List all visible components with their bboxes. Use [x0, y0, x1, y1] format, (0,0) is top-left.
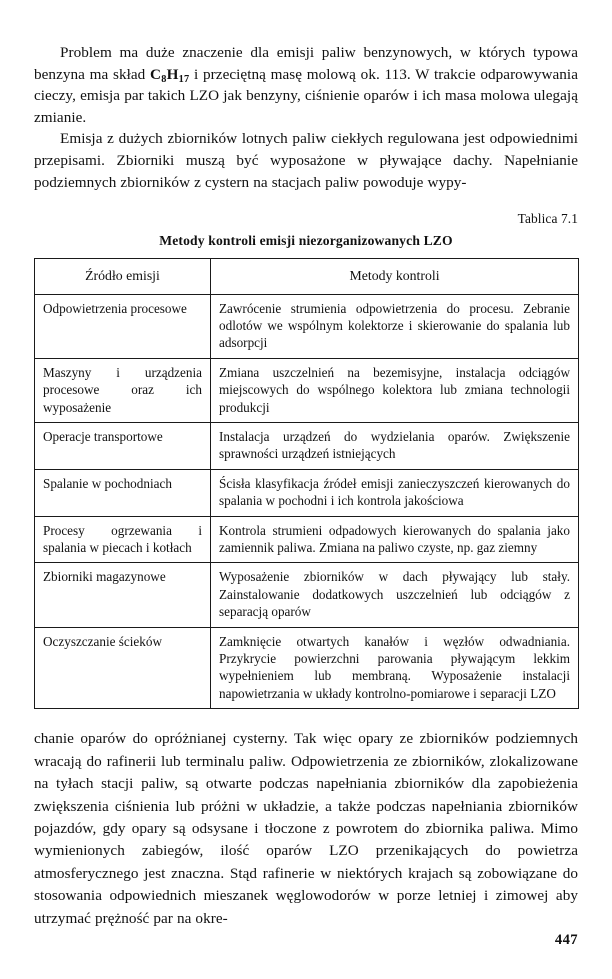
cell-source: Oczyszczanie ścieków [35, 627, 211, 709]
formula-element-2: H [166, 65, 179, 83]
chemical-formula [150, 66, 189, 83]
table-header [35, 259, 579, 294]
table-row [35, 294, 579, 358]
cell-method: Instalacja urządzeń do wydzielania oparów. Zwiększenie sprawności urządzeń istniejących [211, 423, 579, 470]
table-label: Tablica 7.1 [517, 211, 578, 227]
cell-source: Maszyny i urządzenia procesowe oraz ich wyposażenie [35, 358, 211, 422]
cell-method: Zawrócenie strumienia odpowietrzenia do procesu. Zebranie odlotów we wspólnym kolektorze i skierowanie do spalania lub adsorpcji [211, 294, 579, 358]
cell-method: Zamknięcie otwartych kanałów i węzłów odwadniania. Przykrycie powierzchni parowania pływającym lekkim wypełnieniem lub membraną. Wyposażenie instalacji napowietrzania w układy kontrolno-pomiarowe i separacji LZO [211, 627, 579, 709]
bottom-text-block [34, 728, 578, 930]
cell-source: Zbiorniki magazynowe [35, 563, 211, 627]
table-row [35, 469, 579, 516]
table-row [35, 516, 579, 563]
page-content [34, 42, 578, 930]
table-header-row [35, 259, 579, 294]
table-row [35, 627, 579, 709]
paragraph-continuation: chanie oparów do opróżnianej cysterny. Tak więc opary ze zbiorników podziemnych wracają do rafinerii lub terminalu paliw. Odpowietrzenia ze zbiorników, zlokalizowane na tyłach stacji paliw, są otwarte podczas napełniania zbiorników dla zapobieżenia zwiększenia ciśnienia lub próżni w układzie, a także podczas napełniania zbiorników pojazdów, gdy opary są odsysane i tłoczone z powrotem do zbiornika paliwa. Mimo wymienionych zabiegów, ilość oparów LZO przenikających do powietrza atmosferycznego jest znaczna. Stąd rafinerie w niektórych krajach są zobowiązane do stosowania odpowiednich mieszanek węglowodorów w porze letniej i zimowej aby utrzymać prężność par na okre- [34, 730, 578, 927]
cell-source: Procesy ogrzewania i spalania w piecach i kotłach [35, 516, 211, 563]
table-caption: Metody kontroli emisji niezorganizowanych LZO [159, 233, 453, 249]
emission-control-table [34, 258, 579, 709]
column-header-method: Metody kontroli [211, 259, 579, 294]
formula-subscript-1: 8 [161, 73, 167, 85]
cell-source: Spalanie w pochodniach [35, 469, 211, 516]
table-row [35, 563, 579, 627]
formula-element-1: C [150, 65, 162, 83]
cell-source: Odpowietrzenia procesowe [35, 294, 211, 358]
cell-source: Operacje transportowe [35, 423, 211, 470]
cell-method: Zmiana uszczelnień na bezemisyjne, instalacja odciągów miejscowych do wspólnego kolektora lub zmiana technologii produkcji [211, 358, 579, 422]
paragraph-emisja: Emisja z dużych zbiorników lotnych paliw ciekłych regulowana jest odpowiednimi przepisami. Zbiorniki muszą być wyposażone w pływające dachy. Napełnianie podziemnych zbiorników z cystern na stacjach paliw powoduje wypy- [34, 130, 578, 191]
paragraph-intro-text-after: i przeciętną masę molową ok. 113. W trakcie odparowywania cieczy, emisja par takich LZO jak benzyny, ciśnienie oparów i ich masa molowa ulegają zmianie. [34, 65, 578, 126]
cell-method: Ścisła klasyfikacja źródeł emisji zanieczyszczeń kierowanych do spalania w pochodni i ich kontrola jakościowa [211, 469, 579, 516]
paragraph-intro-text-before: Problem ma duże znaczenie dla emisji paliw benzynowych, w których typowa benzyna ma skład [34, 44, 578, 83]
table-row [35, 423, 579, 470]
paragraph-intro [34, 42, 578, 128]
table-row [35, 358, 579, 422]
page-number: 447 [554, 932, 578, 948]
cell-method: Kontrola strumieni odpadowych kierowanych do spalania jako zamiennik paliwa. Zmiana na paliwo czyste, np. gaz ziemny [211, 516, 579, 563]
column-header-source: Źródło emisji [35, 259, 211, 294]
formula-subscript-2: 17 [178, 73, 190, 85]
table-body [35, 294, 579, 709]
cell-method: Wyposażenie zbiorników w dach pływający lub stały. Zainstalowanie dodatkowych uszczelnień lub odciągów z separacją oparów [211, 563, 579, 627]
